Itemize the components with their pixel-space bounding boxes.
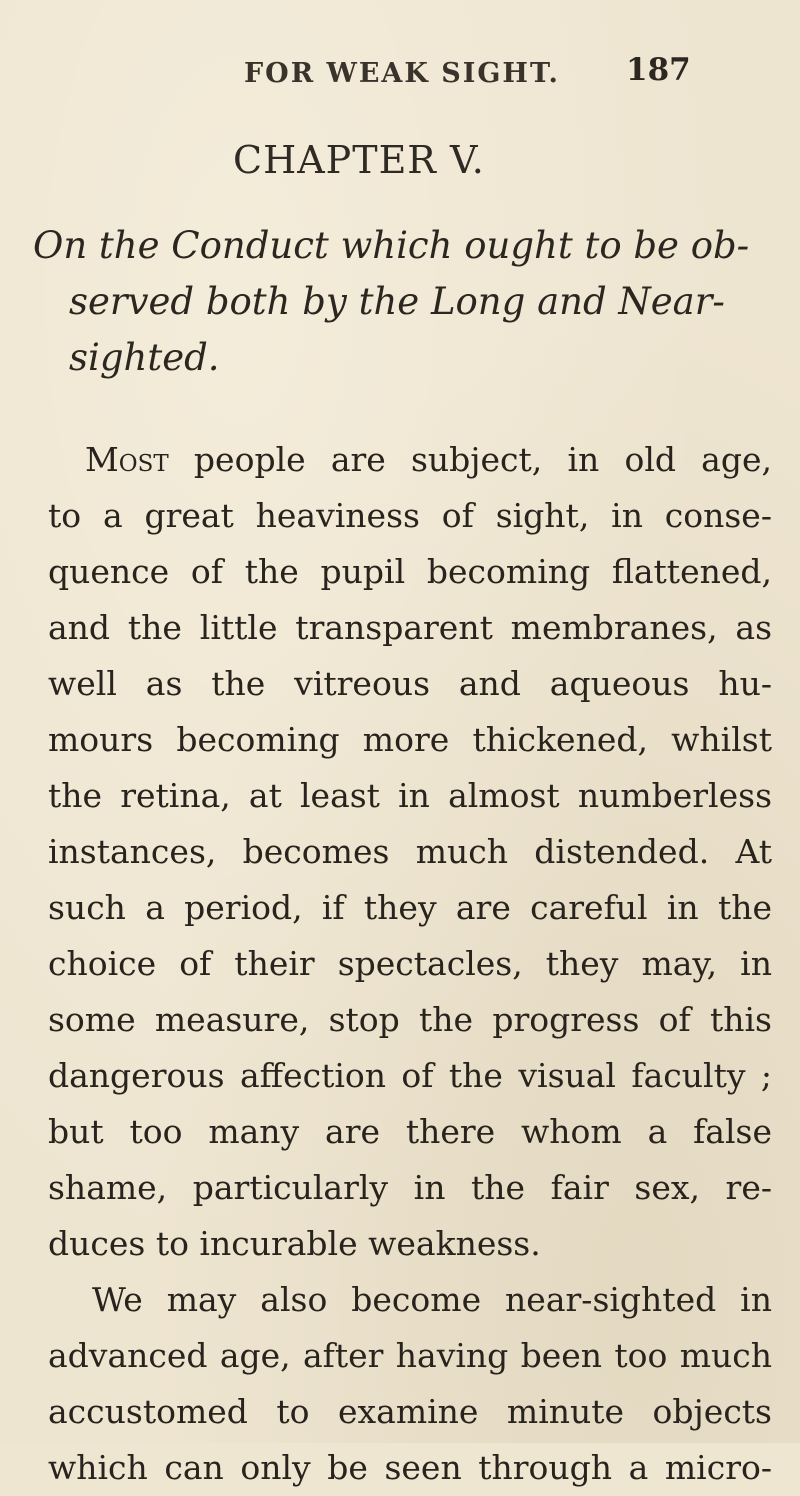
chapter-title: CHAPTER V. [233,138,485,182]
paragraph-first-line [0,432,800,488]
text-line: the retina, at least in almost numberless [48,776,772,815]
page-number: 187 [626,52,691,88]
subtitle-line: sighted. [69,336,220,379]
text-line: such a period, if they are careful in the [48,888,772,927]
text-line: choice of their spectacles, they may, in [48,944,772,983]
text-line: and the little transparent membranes, as [48,608,772,647]
chapter-subtitle [25,218,765,386]
running-head: FOR WEAK SIGHT. [244,58,560,89]
paragraph-first-line: We may also become near-sighted in [92,1280,772,1319]
text-line: accustomed to examine minute objects [48,1392,772,1431]
text-line: quence of the pupil becoming flattened, [48,552,772,591]
text-line: duces to incurable weakness. [48,1224,541,1263]
first-line-rest: people are subject, in old age, [168,440,772,479]
text-line: instances, becomes much distended. At [48,832,772,871]
drop-word: Most [85,440,169,479]
text-line: but too many are there whom a false [48,1112,772,1151]
subtitle-line: On the Conduct which ought to be ob- [33,224,750,267]
subtitle-line: served both by the Long and Near- [69,280,725,323]
text-line: dangerous affection of the visual faculty ; [48,1056,772,1095]
text-line: to a great heaviness of sight, in conse- [48,496,772,535]
text-line: well as the vitreous and aqueous hu- [48,664,772,703]
text-line: advanced age, after having been too much [48,1336,772,1375]
body-text [0,432,800,1496]
text-line: which can only be seen through a micro- [48,1448,772,1487]
text-line: shame, particularly in the fair sex, re- [48,1168,772,1207]
text-line: mours becoming more thickened, whilst [48,720,772,759]
text-line: some measure, stop the progress of this [48,1000,772,1039]
